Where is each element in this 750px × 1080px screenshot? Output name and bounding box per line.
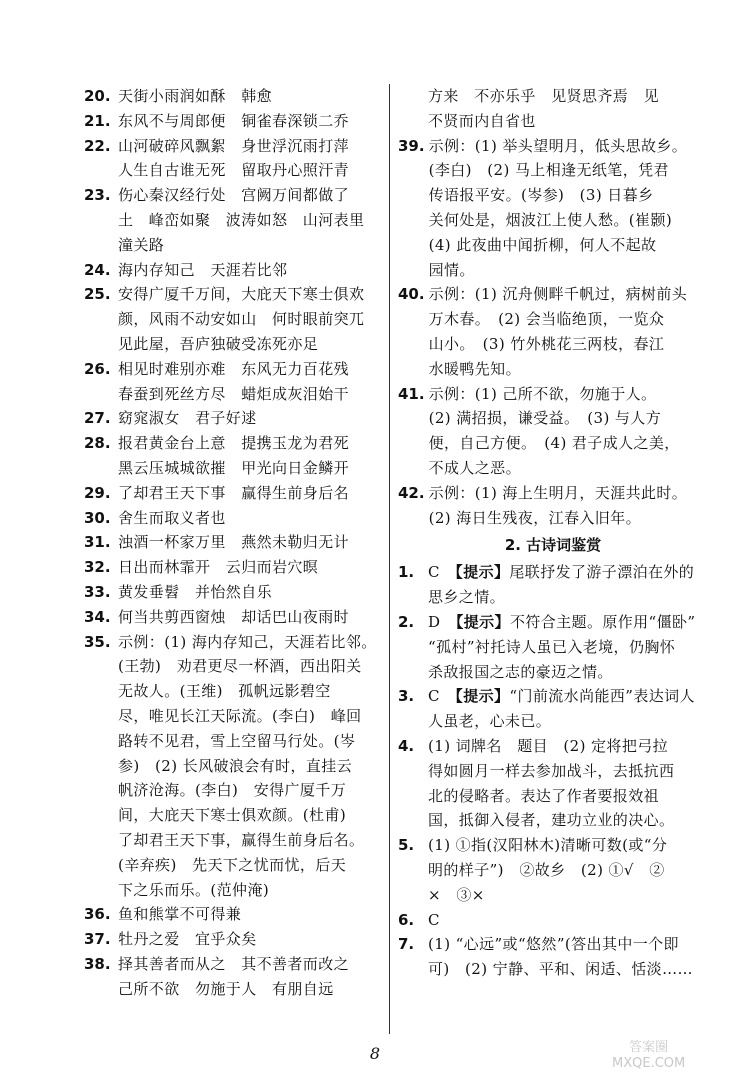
answer-item — [84, 927, 384, 952]
text-line: 参) (2) 长风破浪会有时，直挂云 — [118, 756, 353, 775]
text-line: (辛弃疾) 先天下之忧而忧，后天 — [118, 855, 347, 874]
appreciation-item — [398, 610, 708, 684]
text-line: 杀敌报国之志的豪迈之情。 — [428, 662, 613, 681]
text-line: 北的侵略者。表达了作者要报效祖 — [428, 786, 660, 805]
text-line: 见此屋，吾庐独破受冻死亦足 — [118, 334, 319, 353]
item-text — [118, 555, 384, 580]
text-line: 颜，风雨不动安如山 何时眼前突兀 — [118, 310, 365, 329]
item-number: 29. — [84, 483, 111, 502]
item-number: 4. — [398, 736, 415, 755]
appreciation-item — [398, 560, 708, 610]
text-line: 间，大庇天下寒士俱欢颜。(杜甫) — [118, 806, 347, 825]
answer-item — [84, 406, 384, 431]
indent — [398, 109, 428, 134]
first-line — [428, 932, 708, 957]
text-line: “孤村”衬托诗人虽已入老境，仍胸怀 — [428, 637, 676, 656]
first-line-text: 尾联抒发了游子漂泊在外的 — [509, 563, 695, 582]
text-line: 山小。 (3) 竹外桃花三两枝，春江 — [428, 334, 665, 353]
text-line: 国，抵御入侵者，建功立业的决心。 — [428, 811, 675, 830]
item-text — [428, 908, 708, 933]
answer-item — [84, 902, 384, 927]
text-line: 人生自古谁无死 留取丹心照汗青 — [118, 161, 350, 180]
first-line — [428, 734, 708, 759]
answer-item — [84, 481, 384, 506]
column-divider — [389, 84, 390, 1034]
text-line: 了却君王天下事 赢得生前身后名 — [118, 483, 350, 502]
item-number: 3. — [398, 687, 415, 706]
text-line: (2) 海日生残夜，江春入旧年。 — [428, 508, 641, 527]
first-line — [428, 833, 708, 858]
watermark-logo-text: 答案圈 — [629, 1040, 669, 1055]
continuation-row — [398, 109, 708, 134]
text-line: 窈窕淑女 君子好逑 — [118, 409, 257, 428]
text-line: 黑云压城城欲摧 甲光向日金鳞开 — [118, 458, 350, 477]
text-line: 相见时难别亦难 东风无力百花残 — [118, 359, 350, 378]
text-line: 便，自己方便。 (4) 君子成人之美， — [428, 434, 680, 453]
item-text — [429, 282, 708, 381]
text-line: 报君黄金台上意 提携玉龙为君死 — [118, 434, 350, 453]
item-number: 37. — [84, 930, 111, 949]
text-line: 关何处是，烟波江上使人愁。(崔颢) — [428, 210, 673, 229]
item-text — [118, 258, 384, 283]
text-line: 尽，唯见长江天际流。(李白) 峰回 — [118, 706, 362, 725]
text-line: 舍生而取义者也 — [118, 508, 226, 527]
choice-answer: C — [428, 910, 440, 929]
text-line: 黄发垂髫 并怡然自乐 — [118, 582, 273, 601]
text-line: 示例：(1) 沉舟侧畔千帆过，病树前头 — [428, 285, 688, 304]
text-line: 择其善者而从之 其不善者而改之 — [118, 954, 350, 973]
text-line: 山河破碎风飘絮 身世浮沉雨打萍 — [118, 136, 350, 155]
choice-answer: C — [428, 687, 440, 706]
text-line: (李白) (2) 马上相逢无纸笔，凭君 — [428, 161, 669, 180]
item-text — [118, 406, 384, 431]
item-number: 2. — [398, 612, 415, 631]
text-line: 不成人之恶。 — [428, 458, 521, 477]
first-line-text: (1) “心远”或“悠然”(答出其中一个即 — [428, 935, 679, 954]
text-line: 路转不见君，雪上空留马行处。(岑 — [118, 731, 356, 750]
hint-label: 【提示】 — [455, 687, 510, 706]
item-number: 38. — [84, 954, 111, 973]
item-text — [118, 902, 384, 927]
item-number: 26. — [84, 359, 111, 378]
item-text — [429, 134, 708, 283]
item-text — [428, 932, 708, 982]
item-text — [428, 610, 708, 684]
text-line: (4) 此夜曲中闻折柳，何人不起故 — [428, 235, 657, 254]
item-text — [118, 630, 384, 903]
answer-item — [398, 481, 708, 531]
text-line: 牡丹之爱 宜乎众矣 — [118, 930, 257, 949]
text-line: 得如圆月一样去参加战斗，去抵抗西 — [428, 761, 675, 780]
item-number: 20. — [84, 87, 111, 105]
item-number: 30. — [84, 508, 111, 527]
watermark-url-text: MXQE.COM — [612, 1056, 686, 1071]
answer-item — [84, 555, 384, 580]
text-line: 示例：(1) 举头望明月，低头思故乡。 — [428, 136, 688, 155]
answer-item — [84, 282, 384, 356]
item-text — [118, 530, 384, 555]
first-line-text: (1) 词牌名 题目 (2) 定将把弓拉 — [428, 736, 669, 755]
text-line: 帆济沧海。(李白) 安得广厦千万 — [118, 781, 347, 800]
hint-label: 【提示】 — [455, 563, 510, 582]
first-line — [428, 610, 708, 635]
text-line: 传语报平安。(岑参) (3) 日暮乡 — [428, 186, 654, 205]
item-number: 32. — [84, 558, 111, 577]
item-text — [428, 684, 708, 734]
item-number: 35. — [84, 632, 111, 651]
item-text — [118, 952, 384, 1002]
item-text — [118, 84, 384, 109]
text-line: 不贤而内自省也 — [428, 111, 536, 130]
text-line: 水暖鸭先知。 — [428, 359, 521, 378]
first-line-text: (1) ①指(汉阳林木)清晰可数(或“分 — [428, 836, 668, 855]
text-line: 潼关路 — [118, 235, 165, 254]
answer-item — [84, 605, 384, 630]
text-line: 方来 不亦乐乎 见贤思齐焉 见 — [428, 87, 660, 105]
answer-item — [84, 530, 384, 555]
answer-item — [84, 357, 384, 407]
item-number: 33. — [84, 582, 111, 601]
first-line — [428, 908, 708, 933]
text-line: 示例：(1) 海内存知己，天涯若比邻。 — [118, 632, 377, 651]
text-line: 浊酒一杯家万里 燕然未勒归无计 — [118, 533, 350, 552]
item-text — [118, 506, 384, 531]
item-number: 22. — [84, 136, 111, 155]
item-number: 28. — [84, 434, 111, 453]
answer-item — [84, 183, 384, 257]
text-line: 东风不与周郎便 铜雀春深锁二乔 — [118, 111, 350, 130]
answer-entries — [398, 560, 708, 982]
item-number: 24. — [84, 260, 111, 279]
text-line: 了却君王天下事，赢得生前身后名。 — [118, 830, 365, 849]
answer-item — [84, 84, 384, 109]
appreciation-item — [398, 833, 708, 907]
first-line — [428, 560, 708, 585]
watermark — [612, 1040, 685, 1072]
item-text — [429, 481, 708, 531]
text-line: 示例：(1) 己所不欲，勿施于人。 — [428, 384, 657, 403]
answer-item — [84, 630, 384, 903]
item-text — [118, 605, 384, 630]
text-line: 下之乐而乐。(范仲淹) — [118, 880, 270, 899]
item-number: 7. — [398, 935, 415, 954]
text-line: (王勃) 劝君更尽一杯酒，西出阳关 — [118, 657, 362, 676]
item-number: 36. — [84, 905, 111, 924]
item-text — [118, 282, 384, 356]
text-line: 人虽老，心未已。 — [428, 712, 552, 731]
continuation-text — [398, 84, 708, 134]
item-number: 27. — [84, 409, 111, 428]
text-line: × ③× — [428, 885, 485, 904]
appreciation-item — [398, 734, 708, 833]
item-text — [118, 927, 384, 952]
answer-item — [398, 134, 708, 283]
left-column — [84, 84, 384, 1001]
answer-item — [84, 580, 384, 605]
continuation-row — [398, 84, 708, 109]
answer-item — [398, 382, 708, 481]
appreciation-item — [398, 908, 708, 933]
item-number: 21. — [84, 111, 111, 130]
text-line: 鱼和熊掌不可得兼 — [118, 905, 242, 924]
appreciation-item — [398, 684, 708, 734]
item-text — [428, 560, 708, 610]
item-text — [118, 134, 384, 184]
answer-item — [84, 431, 384, 481]
answer-item — [398, 282, 708, 381]
text-line: (2) 满招损，谦受益。 (3) 与人方 — [428, 409, 662, 428]
item-text — [118, 109, 384, 134]
item-number: 1. — [398, 563, 415, 582]
first-line-text: “门前流水尚能西”表达词人 — [509, 687, 695, 706]
text-line: 示例：(1) 海上生明月，天涯共此时。 — [428, 483, 688, 502]
item-text — [428, 833, 708, 907]
item-text — [118, 431, 384, 481]
item-number: 31. — [84, 533, 111, 552]
item-number: 40. — [398, 285, 425, 304]
text-line: 明的样子”) ②故乡 (2) ①√ ② — [428, 860, 665, 879]
item-number: 5. — [398, 836, 415, 855]
item-number: 34. — [84, 607, 111, 626]
item-text — [118, 580, 384, 605]
item-text — [428, 734, 708, 833]
page-number: 8 — [369, 1044, 381, 1063]
item-text — [118, 183, 384, 257]
text-line: 思乡之情。 — [428, 588, 506, 607]
item-number: 25. — [84, 285, 111, 304]
answer-item — [84, 258, 384, 283]
appreciation-item — [398, 932, 708, 982]
right-column — [398, 84, 708, 982]
item-number: 41. — [398, 384, 425, 403]
first-line — [428, 684, 708, 709]
text-line: 己所不欲 勿施于人 有朋自远 — [118, 979, 334, 998]
text-line: 无故人。(王维) 孤帆远影碧空 — [118, 682, 331, 701]
first-line-text: 不符合主题。原作用“僵卧” — [509, 612, 696, 631]
item-number: 23. — [84, 186, 111, 205]
text-line: 日出而林霏开 云归而岩穴暝 — [118, 558, 319, 577]
choice-answer: C — [428, 563, 440, 582]
choice-answer: D — [428, 612, 441, 631]
answer-item — [84, 134, 384, 184]
text-line: 天街小雨润如酥 韩愈 — [118, 87, 273, 105]
answer-item — [84, 506, 384, 531]
text-line: 伤心秦汉经行处 宫阙万间都做了 — [118, 186, 350, 205]
text-line: 园情。 — [428, 260, 475, 279]
text-line: 海内存知己 天涯若比邻 — [118, 260, 288, 279]
text-line: 土 峰峦如聚 波涛如怒 山河表里 — [118, 210, 365, 229]
answer-item — [84, 952, 384, 1002]
text-line: 安得广厦千万间，大庇天下寒士俱欢 — [118, 285, 365, 304]
text-line: 可) (2) 宁静、平和、闲适、恬淡…… — [428, 960, 693, 979]
section-title: 2. 古诗词鉴赏 — [504, 536, 602, 555]
answer-item — [84, 109, 384, 134]
item-text — [118, 357, 384, 407]
hint-label: 【提示】 — [455, 612, 510, 631]
item-number: 39. — [398, 136, 425, 155]
text-line: 万木春。 (2) 会当临绝顶，一览众 — [428, 310, 665, 329]
item-text — [118, 481, 384, 506]
indent — [398, 84, 428, 109]
text-line: 春蚕到死丝方尽 蜡炬成灰泪始干 — [118, 384, 350, 403]
right-entries — [398, 134, 708, 531]
item-number: 6. — [398, 910, 415, 929]
item-number: 42. — [398, 483, 425, 502]
text-line: 何当共剪西窗烛 却话巴山夜雨时 — [118, 607, 350, 626]
item-text — [429, 382, 708, 481]
